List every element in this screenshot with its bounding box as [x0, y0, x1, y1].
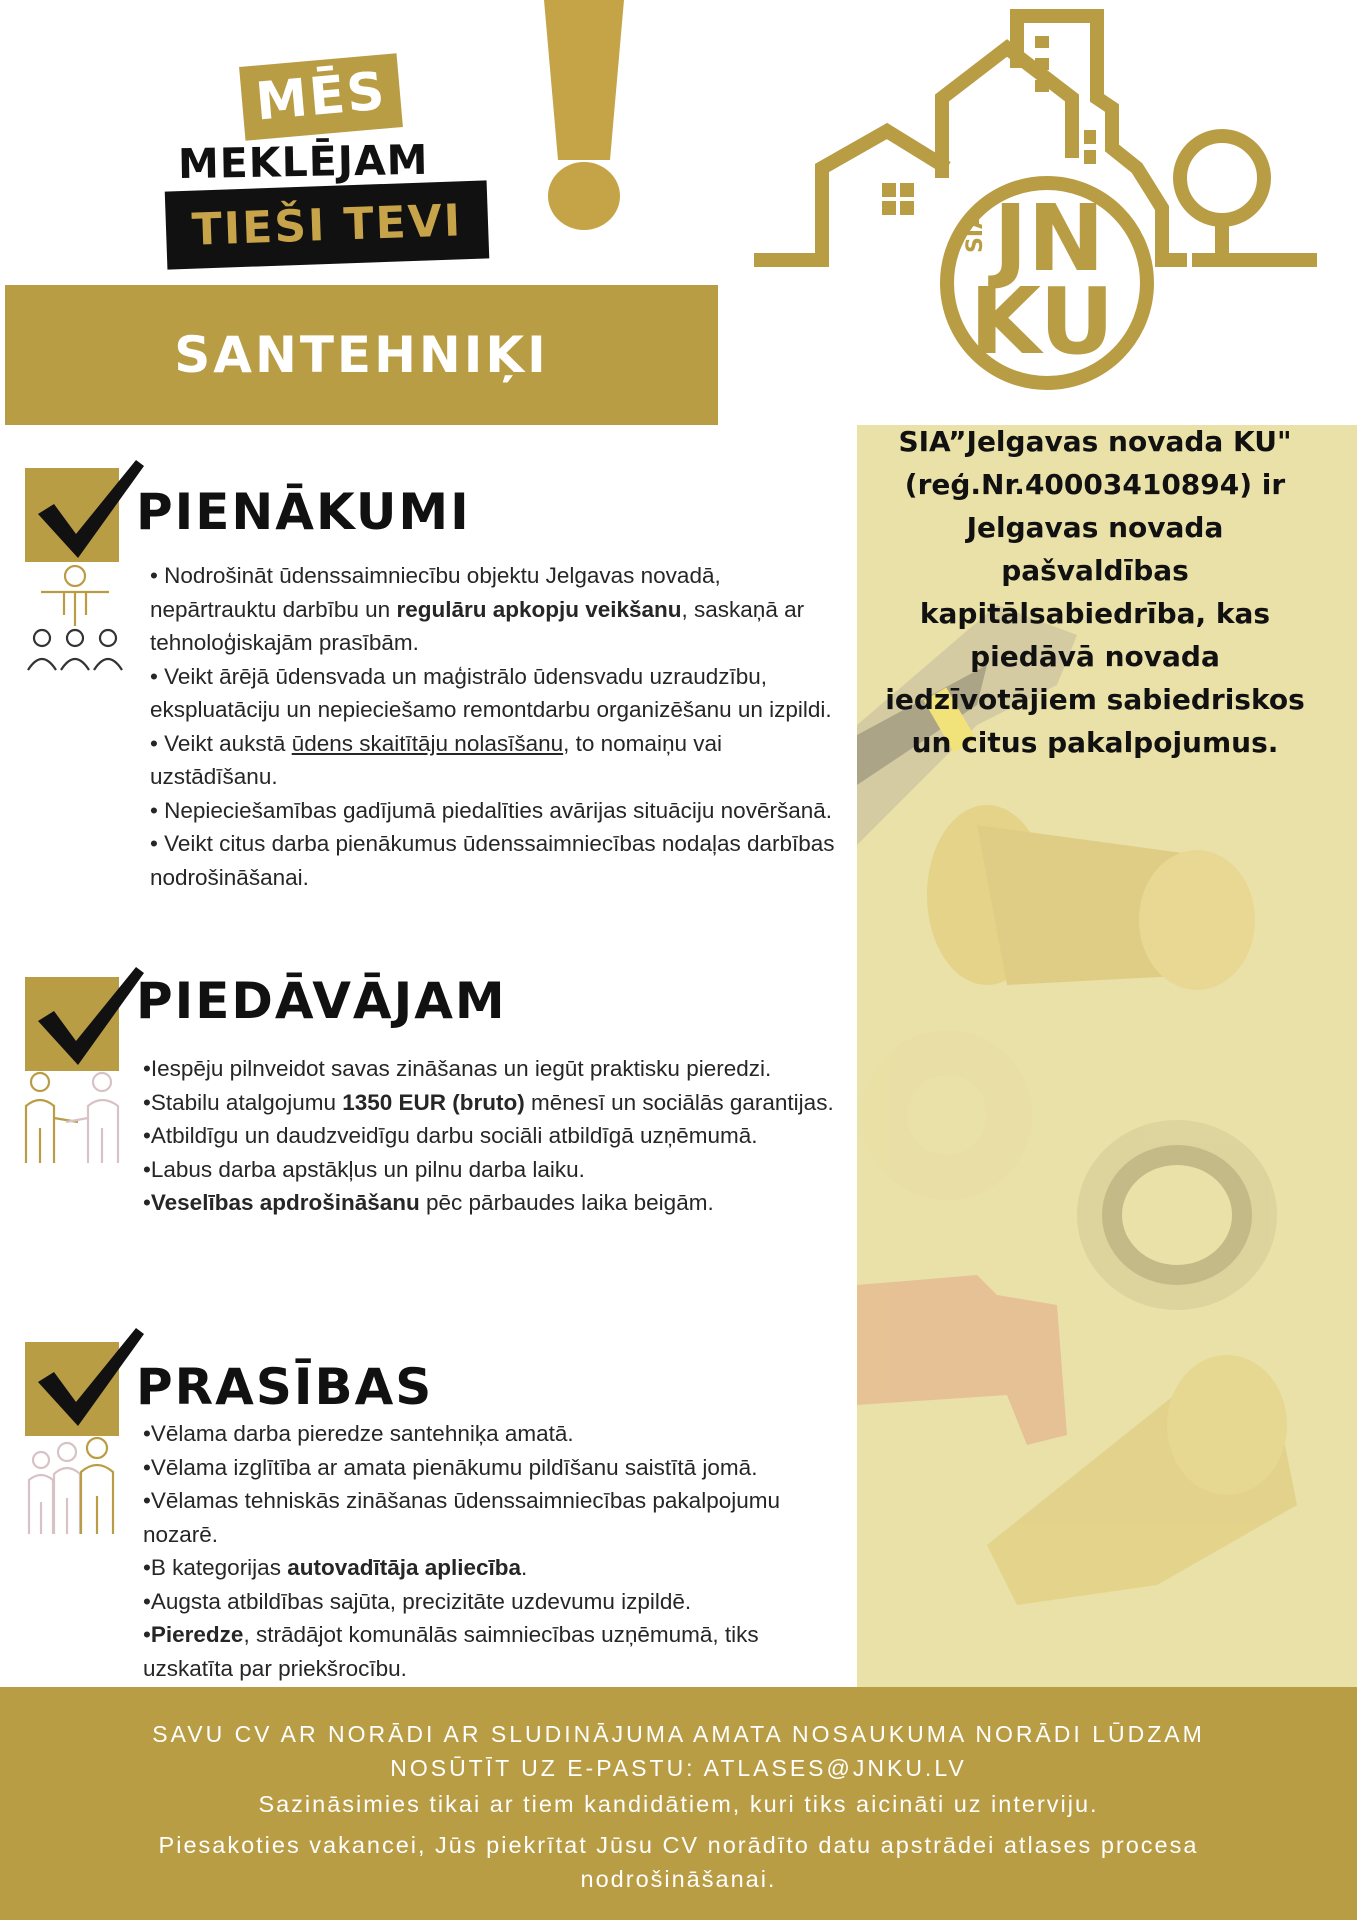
duty-item: • Veikt aukstā ūdens skaitītāju nolasīšanu, to nomaiņu vai uzstādīšanu. — [150, 730, 722, 789]
duties-list — [150, 559, 850, 894]
footer-contact-note: Sazināsimies tikai ar tiem kandidātiem, kuri tiks aicināti uz interviju. — [258, 1791, 1099, 1817]
duty-item: • Veikt ārējā ūdensvada un maģistrālo ūdensvadu uzraudzību, ekspluatāciju un nepieciešamo remontdarbu organizēšanu un izpildi. — [150, 663, 832, 722]
offer-heading: PIEDĀVĀJAM — [136, 972, 507, 1030]
requirement-item: •Vēlama darba pieredze santehniķa amatā. — [143, 1421, 574, 1446]
requirement-item: •B kategorijas autovadītāja apliecība. — [143, 1555, 528, 1580]
footer — [0, 1687, 1357, 1920]
offer-item: •Labus darba apstākļus un pilnu darba laiku. — [143, 1156, 585, 1182]
requirement-item: •Pieredze, strādājot komunālās saimniecības uzņēmumā, tiks uzskatīta par priekšrocību. — [143, 1622, 759, 1681]
footer-cv-instructions: SAVU CV AR NORĀDI AR SLUDINĀJUMA AMATA NOSAUKUMA NORĀDI LŪDZAM NOSŪTĪT UZ E-PASTU: ATLASES@JNKU.LV — [152, 1721, 1205, 1781]
footer-consent-note: Piesakoties vakancei, Jūs piekrītat Jūsu CV norādīto datu apstrādei atlases procesa nodrošināšanai. — [158, 1832, 1199, 1892]
handshake-people-icon — [22, 1068, 122, 1164]
logo-letters-bottom: KU — [969, 268, 1115, 375]
offer-item: •Veselības apdrošināšanu pēc pārbaudes laika beigām. — [143, 1190, 714, 1215]
team-leader-icon — [26, 560, 124, 672]
requirements-list — [143, 1417, 843, 1685]
mes-badge — [239, 53, 403, 140]
mes-text: MĒS — [253, 61, 389, 133]
job-title: SANTEHNIĶI — [174, 326, 549, 384]
group-people-icon — [25, 1436, 125, 1536]
checkmark-icon — [32, 456, 148, 560]
jnku-logo — [752, 8, 1324, 400]
tiesi-tevi-badge — [165, 180, 490, 269]
offer-list — [143, 1052, 843, 1220]
requirements-heading: PRASĪBAS — [136, 1358, 434, 1416]
meklejam-text: MEKLĒJAM — [177, 135, 429, 189]
requirement-item: •Vēlama izglītība ar amata pienākumu pildīšanu saistītā jomā. — [143, 1454, 758, 1480]
offer-item: •Iespēju pilnveidot savas zināšanas un iegūt praktisku pieredzi. — [143, 1056, 772, 1081]
logo-letters-top: JN — [993, 185, 1105, 292]
logo-sia-text: SIA — [963, 211, 988, 253]
requirement-item: •Vēlamas tehniskās zināšanas ūdenssaimniecības pakalpojumu nozarē. — [143, 1488, 780, 1547]
checkmark-icon — [32, 1324, 148, 1428]
offer-item: •Atbildīgu un daudzveidīgu darbu sociāli atbildīgā uzņēmumā. — [143, 1123, 758, 1148]
duty-item: • Nodrošināt ūdenssaimniecību objektu Jelgavas novadā, nepārtrauktu darbību un regulāru apkopju veikšanu, saskaņā ar tehnoloģiskajām prasībām. — [150, 563, 805, 655]
checkmark-icon — [32, 963, 148, 1067]
job-title-banner — [5, 285, 718, 425]
duties-heading: PIENĀKUMI — [136, 483, 471, 541]
tiesi-tevi-text: TIEŠI TEVI — [191, 194, 463, 256]
duty-item: • Veikt citus darba pienākumus ūdenssaimniecības nodaļas darbības nodrošināšanai. — [150, 831, 835, 890]
offer-item: •Stabilu atalgojumu 1350 EUR (bruto) mēnesī un sociālās garantijas. — [143, 1089, 834, 1115]
requirement-item: •Augsta atbildības sajūta, precizitāte uzdevumu izpildē. — [143, 1588, 692, 1614]
duty-item: • Nepieciešamības gadījumā piedalīties avārijas situāciju novēršanā. — [150, 797, 832, 823]
exclamation-mark-icon — [540, 0, 630, 240]
company-description: SIA”Jelgavas novada KU" (reģ.Nr.40003410894) ir Jelgavas novada pašvaldības kapitālsabiedrība, kas piedāvā novada iedzīvotājiem sabiedriskos un citus pakalpojumus. — [885, 425, 1305, 759]
